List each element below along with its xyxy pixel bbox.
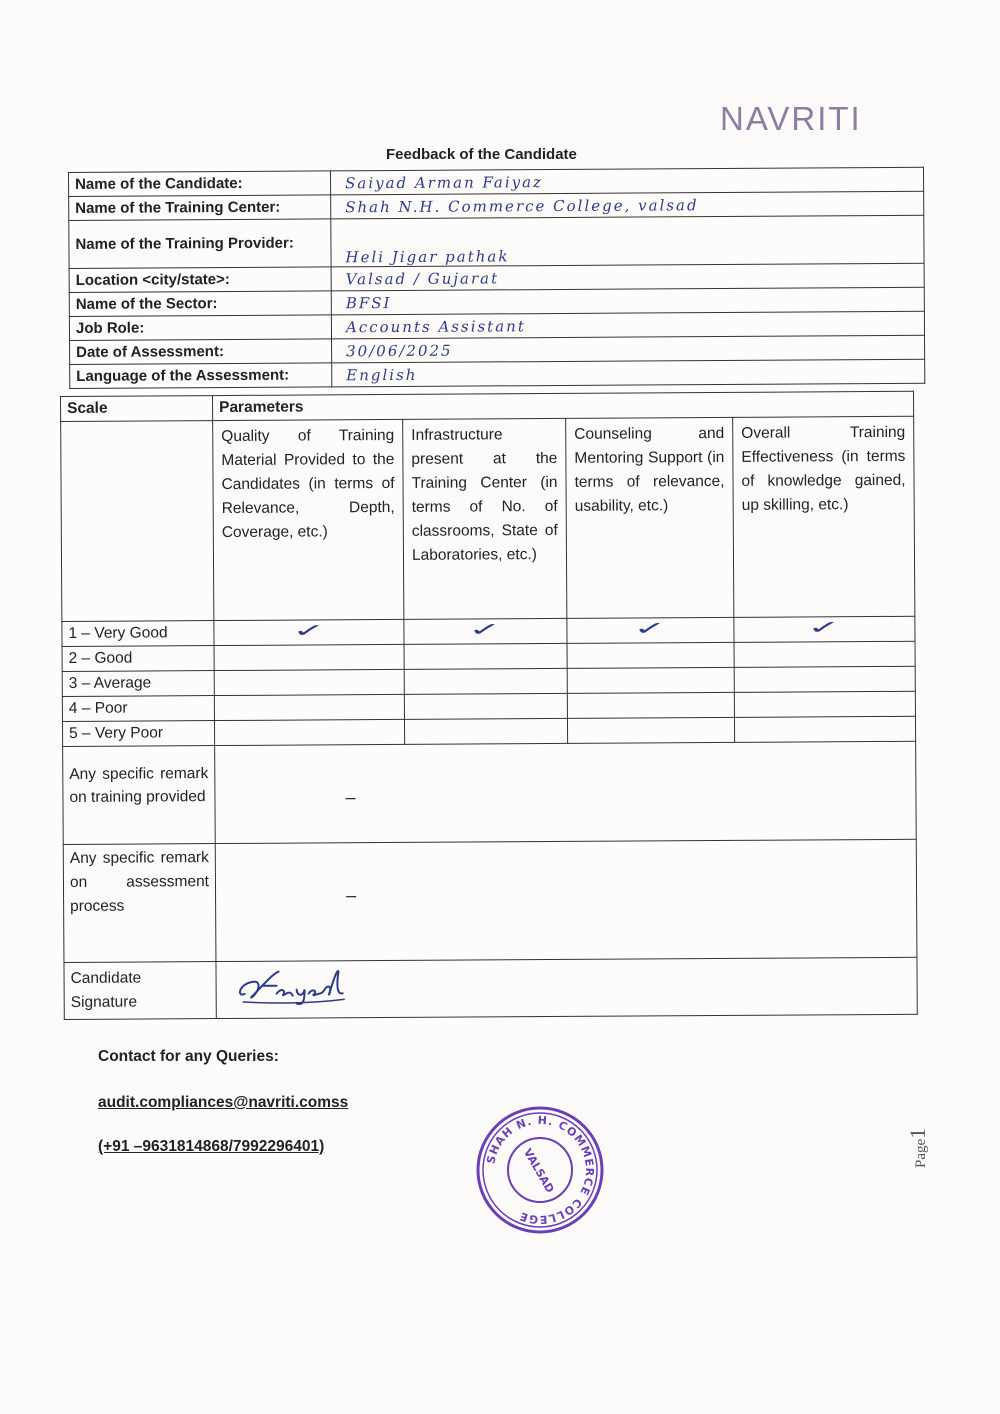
remark-training-value: – [345, 787, 356, 808]
remark-assessment-row [63, 839, 917, 962]
rating-cell[interactable] [404, 693, 567, 719]
svg-text:SHAH N. H. COMMERCE COLLEGE: SHAH N. H. COMMERCE COLLEGE [484, 1113, 597, 1227]
info-row [69, 215, 924, 268]
parameters-row [61, 416, 915, 621]
navriti-logo: NAVRITI [720, 100, 862, 137]
rating-cell[interactable] [404, 643, 567, 669]
signature-label: Candidate Signature [64, 962, 216, 1020]
remark-assessment-value: – [345, 885, 357, 906]
parameters-header: Parameters [213, 391, 914, 420]
info-label: Date of Assessment: [70, 339, 332, 365]
assessment-language-value: English [332, 359, 925, 387]
form-title: Feedback of the Candidate [386, 146, 577, 163]
scale-label: 5 – Very Poor [62, 721, 214, 747]
scale-label: 1 – Very Good [62, 621, 214, 647]
tick-icon: ✓ [807, 617, 842, 639]
info-label: Job Role: [69, 315, 331, 341]
parameter-counseling: Counseling and Mentoring Support (in terms of relevance, usability, etc.) [566, 417, 734, 618]
info-label: Name of the Candidate: [69, 171, 331, 197]
college-stamp-icon [474, 1104, 606, 1236]
rating-cell[interactable] [214, 619, 404, 645]
rating-cell[interactable] [567, 667, 734, 693]
candidate-info-table [68, 167, 925, 389]
candidate-name-value: Saiyad Arman Faiyaz [330, 167, 923, 195]
remark-assessment-label: Any specific remark on assessment process [63, 844, 216, 963]
remark-training-field[interactable] [215, 741, 917, 843]
parameter-quality-material: Quality of Training Material Provided to the Candidates (in terms of Relevance, Depth, Coverage, etc.) [213, 419, 404, 620]
remark-assessment-field[interactable] [215, 839, 917, 961]
tick-icon: ✓ [633, 618, 668, 640]
rating-cell[interactable] [567, 617, 734, 643]
blank-cell [61, 421, 214, 622]
rating-cell[interactable] [734, 716, 915, 742]
parameter-overall-effectiveness: Overall Training Effectiveness (in terms of knowledge gained, up skilling, etc.) [733, 416, 915, 617]
rating-cell[interactable] [404, 718, 567, 744]
svg-text:VALSAD: VALSAD [520, 1146, 557, 1196]
rating-cell[interactable] [214, 644, 404, 670]
remark-training-label: Any specific remark on training provided [63, 746, 216, 845]
training-provider-value: Heli Jigar pathak [331, 215, 924, 267]
signature-row [64, 957, 917, 1019]
scale-label: 4 – Poor [62, 696, 214, 722]
parameter-infrastructure: Infrastructure present at the Training Center (in terms of No. of classrooms, State of Laboratories, etc.) [403, 418, 567, 619]
job-role-value: Accounts Assistant [331, 311, 924, 339]
rating-cell[interactable] [214, 669, 404, 695]
rating-cell[interactable] [734, 616, 915, 642]
rating-cell[interactable] [404, 668, 567, 694]
location-value: Valsad / Gujarat [331, 263, 924, 291]
info-label: Location <city/state>: [69, 267, 331, 293]
tick-icon: ✓ [292, 620, 326, 642]
info-row [70, 359, 925, 388]
contact-phone: (+91 –9631814868/7992296401) [98, 1138, 325, 1155]
rating-cell[interactable] [214, 719, 404, 745]
scale-header: Scale [61, 396, 213, 422]
contact-heading: Contact for any Queries: [98, 1048, 279, 1065]
rating-cell[interactable] [567, 717, 734, 743]
info-label: Name of the Training Provider: [69, 219, 331, 269]
page-number [905, 1128, 931, 1168]
page-word: Page [913, 1138, 929, 1168]
rating-cell[interactable] [734, 666, 915, 692]
info-label: Language of the Assessment: [70, 363, 332, 389]
rating-cell[interactable] [734, 691, 915, 717]
info-label: Name of the Training Center: [69, 195, 331, 221]
training-center-value: Shah N.H. Commerce College, valsad [331, 191, 924, 219]
candidate-signature [232, 963, 352, 1008]
feedback-table [60, 391, 918, 1020]
info-label: Name of the Sector: [69, 291, 331, 317]
rating-cell[interactable] [734, 641, 915, 667]
rating-cell[interactable] [404, 618, 567, 644]
scale-label: 2 – Good [62, 646, 214, 672]
remark-training-row [63, 741, 917, 844]
sector-value: BFSI [331, 287, 924, 315]
assessment-date-value: 30/06/2025 [332, 335, 925, 363]
scale-row [62, 716, 915, 746]
scale-label: 3 – Average [62, 671, 214, 697]
signature-field[interactable] [216, 957, 917, 1018]
rating-cell[interactable] [567, 692, 734, 718]
tick-icon: ✓ [468, 619, 503, 641]
contact-email-link[interactable]: audit.compliances@navriti.comss [98, 1094, 349, 1111]
page-number-value: 1 [905, 1127, 930, 1139]
rating-cell[interactable] [567, 642, 734, 668]
rating-cell[interactable] [214, 694, 404, 720]
